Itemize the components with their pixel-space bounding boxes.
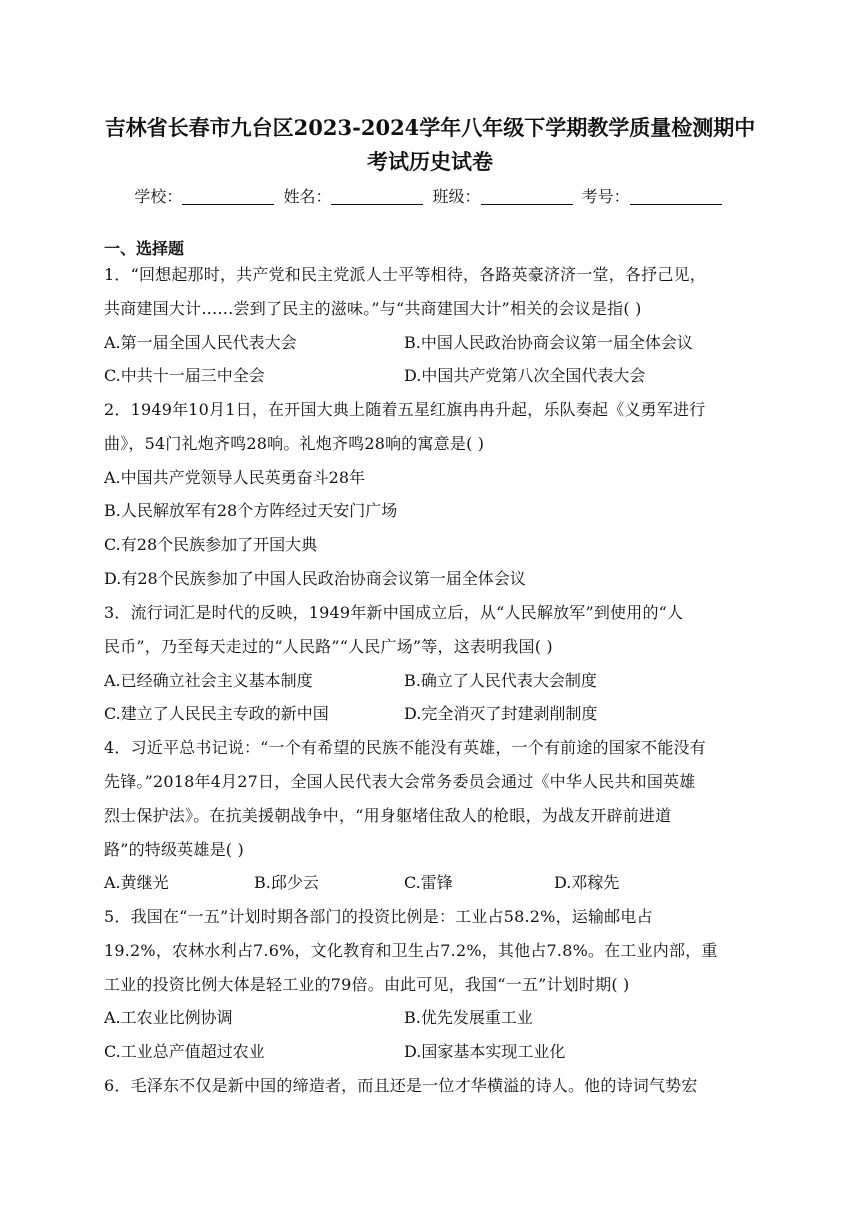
q1-text: 1．“回想起那时，共产党和民主党派人士平等相待，各路英豪济济一堂，各抒己见， <box>104 265 706 284</box>
q2-option-d: D.有28个民族参加了中国人民政治协商会议第一届全体会议 <box>104 569 526 588</box>
school-label: 学校： <box>134 187 183 206</box>
exam-no-label: 考号： <box>581 187 630 206</box>
q2-option-c: C.有28个民族参加了开国大典 <box>104 535 318 554</box>
student-info-row <box>60 184 800 207</box>
q4-option-d: D.邓稼先 <box>554 873 620 892</box>
q4-option-c: C.雷锋 <box>404 873 453 892</box>
q1-text: 共商建国大计……尝到了民主的滋味。”与“共商建国大计”相关的会议是指( ) <box>104 299 642 318</box>
q1-option-c: C.中共十一届三中全会 <box>104 366 265 385</box>
class-label: 班级： <box>432 187 481 206</box>
q3-text: 民币”，乃至每天走过的“人民路”“人民广场”等，这表明我国( ) <box>104 637 553 656</box>
q5-text: 5．我国在“一五”计划时期各部门的投资比例是：工业占58.2%，运输邮电占 <box>104 907 653 926</box>
q4-option-b: B.邱少云 <box>254 873 319 892</box>
name-label: 姓名： <box>283 187 332 206</box>
q3-text: 3．流行词汇是时代的反映，1949年新中国成立后，从“人民解放军”到使用的“人 <box>104 603 684 622</box>
q6-text: 6．毛泽东不仅是新中国的缔造者，而且还是一位才华横溢的诗人。他的诗词气势宏 <box>104 1076 698 1095</box>
class-blank[interactable] <box>481 188 573 205</box>
page-title: 吉林省长春市九台区2023-2024学年八年级下学期教学质量检测期中 <box>104 115 756 140</box>
exam-no-blank[interactable] <box>630 188 722 205</box>
q1-option-a: A.第一届全国人民代表大会 <box>104 333 297 352</box>
q4-text: 烈士保护法》。在抗美援朝战争中，“用身躯堵住敌人的枪眼，为战友开辟前进道 <box>104 806 672 825</box>
q2-text: 曲》，54门礼炮齐鸣28响。礼炮齐鸣28响的寓意是( ) <box>104 434 485 453</box>
q4-text: 4．习近平总书记说：“一个有希望的民族不能没有英雄，一个有前途的国家不能没有 <box>104 738 706 757</box>
q2-option-b: B.人民解放军有28个方阵经过天安门广场 <box>104 501 398 520</box>
page-title-line2: 考试历史试卷 <box>367 149 493 174</box>
q3-option-a: A.已经确立社会主义基本制度 <box>104 671 313 690</box>
q3-option-d: D.完全消灭了封建剥削制度 <box>404 704 598 723</box>
q1-option-d: D.中国共产党第八次全国代表大会 <box>404 366 646 385</box>
q1-option-b: B.中国人民政治协商会议第一届全体会议 <box>404 333 693 352</box>
q4-option-a: A.黄继光 <box>104 873 169 892</box>
school-blank[interactable] <box>182 188 274 205</box>
q5-text: 工业的投资比例大体是轻工业的79倍。由此可见，我国“一五”计划时期( ) <box>104 975 630 994</box>
q5-text: 19.2%，农林水利占7.6%，文化教育和卫生占7.2%，其他占7.8%。在工业内部，重 <box>104 941 718 960</box>
q4-text: 先锋。”2018年4月27日，全国人民代表大会常务委员会通过《中华人民共和国英雄 <box>104 772 696 791</box>
q5-option-b: B.优先发展重工业 <box>404 1008 533 1027</box>
q2-text: 2．1949年10月1日，在开国大典上随着五星红旗冉冉升起，乐队奏起《义勇军进行 <box>104 400 706 419</box>
q5-option-d: D.国家基本实现工业化 <box>404 1042 566 1061</box>
q3-option-c: C.建立了人民民主专政的新中国 <box>104 704 329 723</box>
section-heading: 一、选择题 <box>104 239 185 258</box>
q5-option-a: A.工农业比例协调 <box>104 1008 233 1027</box>
q5-option-c: C.工业总产值超过农业 <box>104 1042 265 1061</box>
q3-option-b: B.确立了人民代表大会制度 <box>404 671 597 690</box>
q2-option-a: A.中国共产党领导人民英勇奋斗28年 <box>104 468 366 487</box>
name-blank[interactable] <box>331 188 423 205</box>
q4-text: 路”的特级英雄是( ) <box>104 840 244 859</box>
